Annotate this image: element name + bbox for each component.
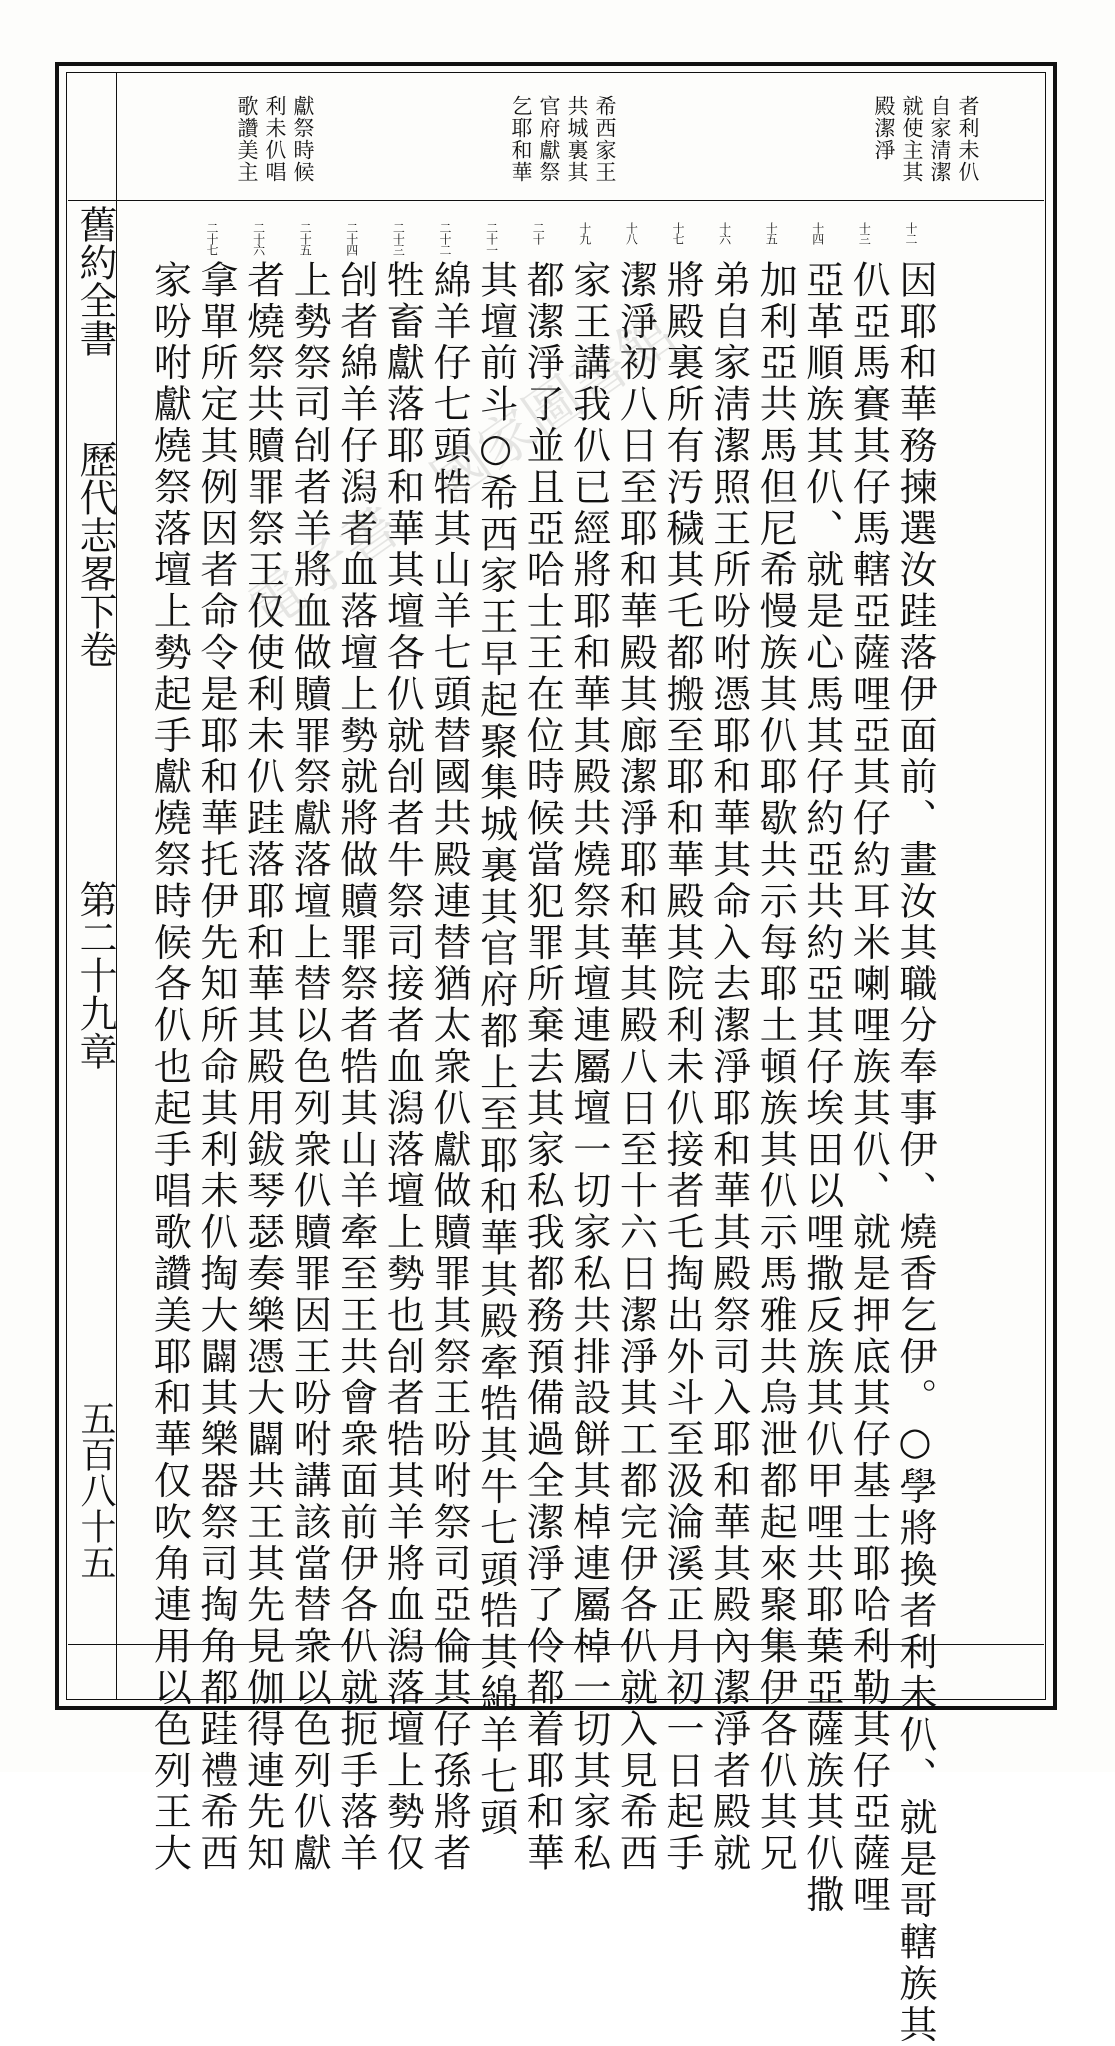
verse-number: 十九 bbox=[577, 222, 592, 244]
section-title: 歷代志畧下卷 bbox=[73, 440, 117, 668]
headnote-line: 殿潔淨 bbox=[872, 95, 896, 161]
verse-number: 二十一 bbox=[484, 222, 499, 255]
verse-number: 二十四 bbox=[344, 222, 359, 255]
verse-column: 潔淨初八日至耶和華殿其廊潔淨耶和華其殿八日至十六日潔淨其工都完伊各仈就入見希西 bbox=[613, 260, 658, 1875]
headnote-line: 者利未仈 bbox=[956, 95, 980, 183]
verse-column: 因耶和華務揀選汝跬落伊面前、畫汝其職分奉事伊、燒香乞伊。○學將換者利未仈、就是哥轄族其 bbox=[893, 260, 937, 2046]
verse-number: 十六 bbox=[717, 222, 732, 244]
headnote-line: 希西家王 bbox=[593, 95, 617, 183]
verse-number: 十三 bbox=[857, 222, 872, 244]
verse-number: 二十六 bbox=[251, 222, 266, 255]
headnote-line: 自家清潔 bbox=[928, 95, 952, 183]
verse-column: 弟自家淸潔照王所吩咐憑耶和華其命入去潔淨耶和華其殿祭司入耶和華其殿內潔淨者殿就 bbox=[706, 260, 751, 1875]
verse-column: 綿羊仔七頭牿其山羊七頭替國共殿連替猶太衆仈獻做贖罪其祭王吩咐祭司亞倫其仔孫將者 bbox=[427, 260, 471, 1875]
verse-column: 拿單所定其例因者命令是耶和華托伊先知所命其利未仈掏大闢其樂器祭司掏角都跬禮希西 bbox=[194, 260, 238, 1875]
verse-number: 十四 bbox=[810, 222, 825, 244]
verse-column: 牲畜獻落耶和華其壇各仈就刣者牛祭司接者血潟落壇上勢也刣者牿其羊將血潟落壇上勢仅 bbox=[380, 260, 425, 1875]
verse-number: 二十 bbox=[531, 222, 546, 244]
verse-number: 二十二 bbox=[438, 222, 452, 255]
verse-number: 十八 bbox=[624, 222, 639, 244]
headnote-line: 歌讚美主 bbox=[235, 95, 259, 183]
verse-column: 家王講我仈已經將耶和華其殿共燒祭其壇連屬壇一切家私共排設餅其棹連屬棹一切其家私 bbox=[566, 260, 611, 1875]
verse-number: 二十五 bbox=[298, 222, 313, 255]
verse-column: 將殿裏所有汚穢其乇都搬至耶和華殿其院利未仈接者乇掏出外斗至汲淪溪正月初一日起手 bbox=[660, 260, 704, 1875]
verse-column: 其壇前斗○希西家王早起聚集城裏其官府都上至耶和華其殿牽牿其牛七頭牿其綿羊七頭 bbox=[473, 260, 518, 1840]
verse-column: 亞革順族其仈、就是心馬其仔約亞共約亞其仔埃田以哩撒反族其仈甲哩共耶葉亞薩族其仈撒 bbox=[799, 260, 844, 1916]
verse-number: 二十七 bbox=[205, 222, 219, 255]
verse-column: 家吩咐獻燒祭落壇上勢起手獻燒祭時候各仈也起手唱歌讚美耶和華仅吹角連用以色列王大 bbox=[147, 260, 192, 1875]
verse-number: 十七 bbox=[671, 222, 685, 244]
verse-number: 十二 bbox=[904, 222, 918, 244]
watermark: 電子書 國家圖書館 bbox=[236, 300, 688, 644]
book-title: 舊約全書 bbox=[73, 205, 117, 357]
verse-column: 加利亞共馬但尼希慢族其仈耶歇共示每耶土頓族其仈示馬雅共烏泄都起來聚集伊各仈其兄 bbox=[753, 260, 798, 1875]
headnote-line: 就使主其 bbox=[900, 95, 924, 183]
chapter-title: 第二十九章 bbox=[73, 880, 117, 1070]
headnote-line: 乞耶和華 bbox=[509, 95, 533, 183]
headnote-line: 官府獻祭 bbox=[537, 95, 561, 183]
verse-column: 刣者綿羊仔潟者血落壇上勢就將做贖罪祭者牿其山羊牽至王共會衆面前伊各仈就扼手落羊 bbox=[333, 260, 378, 1875]
verse-column: 上勢祭司刣者羊將血做贖罪祭獻落壇上替以色列衆仈贖罪因王吩咐講該當替衆以色列仈獻 bbox=[287, 260, 332, 1875]
verse-column: 都潔淨了並且亞哈士王在位時候當犯罪所棄去其家私我都務預備過全潔淨了伶都着耶和華 bbox=[520, 260, 565, 1875]
verse-number: 二十三 bbox=[391, 222, 406, 255]
verse-column: 仈亞馬賽其仔馬轄亞薩哩亞其仔約耳米喇哩族其仈、就是押底其仔基士耶哈利勒其仔亞薩哩 bbox=[846, 260, 891, 1916]
verse-number: 十五 bbox=[764, 222, 779, 244]
headnote-line: 獻祭時候 bbox=[291, 95, 315, 183]
verse-column: 者燒祭共贖罪祭王仅使利未仈跬落耶和華其殿用鈸琴瑟奏樂憑大闢共王其先見伽得連先知 bbox=[240, 260, 285, 1875]
headnote-line: 利未仈唱 bbox=[263, 95, 287, 183]
page-number: 五百八十五 bbox=[75, 1400, 116, 1580]
header-divider bbox=[68, 200, 1044, 201]
headnote-line: 共城裏其 bbox=[565, 95, 589, 183]
